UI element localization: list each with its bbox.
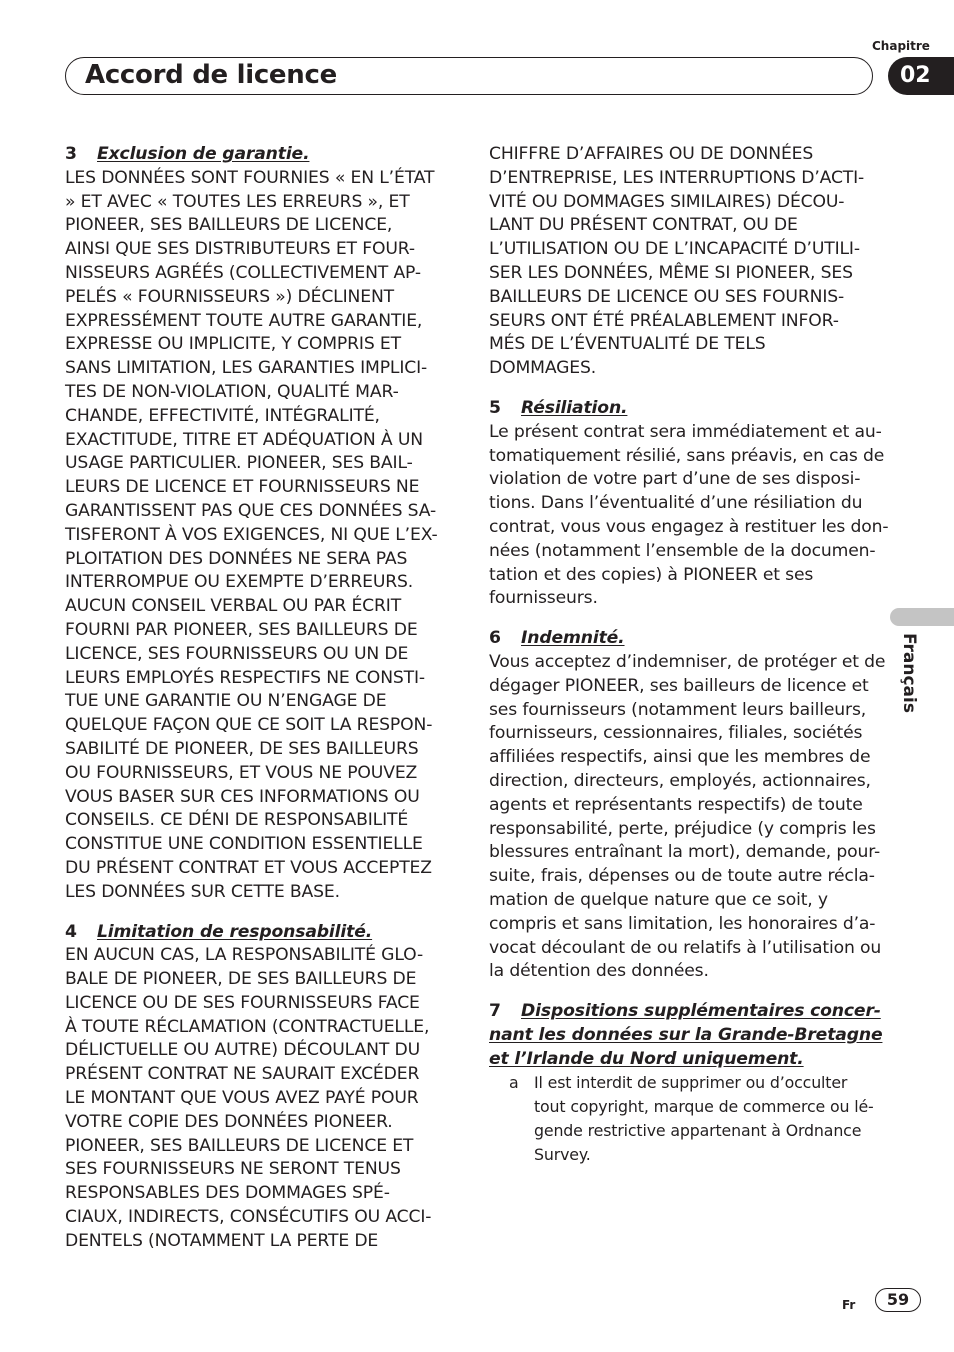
text-line: ses fournisseurs (notamment leurs bailleurs, bbox=[489, 699, 867, 720]
text-line: TES DE NON-VIOLATION, QUALITÉ MAR- bbox=[65, 381, 399, 402]
text-line: INTERROMPUE OU EXEMPTE D’ERREURS. bbox=[65, 572, 414, 593]
text-line: mation de quelque nature que ce soit, y bbox=[489, 889, 828, 910]
section-6-number: 6 bbox=[489, 628, 501, 649]
section-6 bbox=[489, 627, 884, 984]
text-line: DOMMAGES. bbox=[489, 358, 597, 379]
text-line: CONSTITUE UNE CONDITION ESSENTIELLE bbox=[65, 834, 423, 855]
text-line: LEURS DE LICENCE ET FOURNISSEURS NE bbox=[65, 477, 420, 498]
text-line: VITÉ OU DOMMAGES SIMILAIRES) DÉCOU- bbox=[489, 191, 845, 212]
text-line: EXPRESSÉMENT TOUTE AUTRE GARANTIE, bbox=[65, 310, 423, 331]
section-3-body bbox=[65, 167, 460, 905]
section-5-heading-line bbox=[489, 397, 884, 421]
text-line: PELÉS « FOURNISSEURS ») DÉCLINENT bbox=[65, 286, 394, 307]
text-line: DU PRÉSENT CONTRAT ET VOUS ACCEPTEZ bbox=[65, 857, 432, 878]
footer-language-code: Fr bbox=[842, 1298, 856, 1312]
section-7-heading-1: Dispositions supplémentaires concer- bbox=[521, 1001, 881, 1022]
section-4 bbox=[65, 921, 460, 1254]
text-line: AINSI QUE SES DISTRIBUTEURS ET FOUR- bbox=[65, 239, 415, 260]
text-line: dégager PIONEER, ses bailleurs de licence et bbox=[489, 675, 869, 696]
text-line: VOUS BASER SUR CES INFORMATIONS OU bbox=[65, 786, 420, 807]
chapter-number-badge: 02 bbox=[888, 57, 954, 95]
text-line: tout copyright, marque de commerce ou lé- bbox=[534, 1097, 874, 1117]
section-7-subitem-text bbox=[489, 1071, 884, 1166]
section-7-heading-line-3 bbox=[489, 1048, 884, 1072]
section-7-heading-2: nant les données sur la Grande-Bretagne bbox=[489, 1024, 883, 1045]
text-line: PIONEER, SES BAILLEURS DE LICENCE, bbox=[65, 215, 393, 236]
text-line: violation de votre part d’une de ses disposi- bbox=[489, 469, 861, 490]
section-4-heading-line bbox=[65, 921, 460, 945]
text-line: Le présent contrat sera immédiatement et au- bbox=[489, 421, 882, 442]
text-line: EXPRESSE OU IMPLICITE, Y COMPRIS ET bbox=[65, 334, 401, 355]
text-line: MÉS DE L’ÉVENTUALITÉ DE TELS bbox=[489, 334, 766, 355]
section-5-number: 5 bbox=[489, 397, 501, 418]
text-line: TUE UNE GARANTIE OU N’ENGAGE DE bbox=[65, 691, 387, 712]
section-7-heading-3: et l’Irlande du Nord uniquement. bbox=[489, 1048, 804, 1069]
text-line: DÉLICTUELLE OU AUTRE) DÉCOULANT DU bbox=[65, 1040, 420, 1061]
section-7-number: 7 bbox=[489, 1001, 501, 1022]
section-3-number: 3 bbox=[65, 144, 77, 164]
text-line: LICENCE, SES FOURNISSEURS OU UN DE bbox=[65, 643, 409, 664]
text-line: Il est interdit de supprimer ou d’occulter bbox=[534, 1073, 848, 1093]
text-line: LES DONNÉES SONT FOURNIES « EN L’ÉTAT bbox=[65, 167, 435, 188]
section-6-heading-line bbox=[489, 627, 884, 651]
text-line: direction, directeurs, employés, actionnaires, bbox=[489, 770, 871, 791]
text-line: TISFERONT À VOS EXIGENCES, NI QUE L’EX- bbox=[65, 524, 438, 545]
text-line: fournisseurs. bbox=[489, 588, 598, 609]
section-6-body bbox=[489, 651, 884, 984]
text-line: D’ENTREPRISE, LES INTERRUPTIONS D’ACTI- bbox=[489, 167, 865, 188]
chapter-label: Chapitre bbox=[872, 39, 930, 53]
text-line: PLOITATION DES DONNÉES NE SERA PAS bbox=[65, 548, 408, 569]
text-line: GARANTISSENT PAS QUE CES DONNÉES SA- bbox=[65, 500, 437, 521]
text-line: EN AUCUN CAS, LA RESPONSABILITÉ GLO- bbox=[65, 945, 424, 966]
text-line: Vous acceptez d’indemniser, de protéger et de bbox=[489, 651, 886, 672]
text-line: tation et des copies) à PIONEER et ses bbox=[489, 564, 814, 585]
section-7 bbox=[489, 1000, 884, 1167]
section-7-subitem-a bbox=[489, 1071, 884, 1166]
text-line: AUCUN CONSEIL VERBAL OU PAR ÉCRIT bbox=[65, 596, 402, 617]
language-tab-marker bbox=[890, 608, 954, 626]
text-line: vocat découlant de ou relatifs à l’utilisation ou bbox=[489, 937, 882, 958]
text-line: responsabilité, perte, préjudice (y compris les bbox=[489, 818, 876, 839]
language-label: Français bbox=[899, 633, 919, 713]
text-line: CIAUX, INDIRECTS, CONSÉCUTIFS OU ACCI- bbox=[65, 1207, 432, 1228]
text-line: tions. Dans l’éventualité d’une résiliation du bbox=[489, 493, 863, 514]
text-line: blessures entraînant la mort), demande, pour- bbox=[489, 842, 881, 863]
text-line: SER LES DONNÉES, MÊME SI PIONEER, SES bbox=[489, 262, 853, 283]
section-4-body-right bbox=[489, 143, 884, 381]
subitem-letter: a bbox=[509, 1073, 519, 1093]
text-line: SES FOURNISSEURS NE SERONT TENUS bbox=[65, 1159, 401, 1180]
section-3 bbox=[65, 143, 460, 905]
text-line: SABILITÉ DE PIONEER, DE SES BAILLEURS bbox=[65, 738, 419, 759]
text-line: tomatiquement résilié, sans préavis, en cas de bbox=[489, 445, 885, 466]
text-line: CONSEILS. CE DÉNI DE RESPONSABILITÉ bbox=[65, 810, 409, 831]
text-line: contrat, vous vous engagez à restituer les don- bbox=[489, 516, 889, 537]
text-line: la détention des données. bbox=[489, 961, 709, 982]
section-4-heading: Limitation de responsabilité. bbox=[97, 921, 373, 942]
text-line: OU FOURNISSEURS, ET VOUS NE POUVEZ bbox=[65, 762, 418, 783]
text-line: affiliées respectifs, ainsi que les membres de bbox=[489, 747, 871, 768]
text-line: gende restrictive appartenant à Ordnance bbox=[534, 1121, 862, 1141]
section-3-heading-line bbox=[65, 143, 460, 167]
text-line: » ET AVEC « TOUTES LES ERREURS », ET bbox=[65, 191, 410, 212]
text-line: FOURNI PAR PIONEER, SES BAILLEURS DE bbox=[65, 619, 418, 640]
text-line: CHANDE, EFFECTIVITÉ, INTÉGRALITÉ, bbox=[65, 405, 380, 426]
text-line: NISSEURS AGRÉÉS (COLLECTIVEMENT AP- bbox=[65, 262, 421, 283]
text-line: VOTRE COPIE DES DONNÉES PIONEER. bbox=[65, 1111, 393, 1132]
text-line: LICENCE OU DE SES FOURNISSEURS FACE bbox=[65, 992, 420, 1013]
right-column bbox=[489, 143, 889, 1167]
text-line: EXACTITUDE, TITRE ET ADÉQUATION À UN bbox=[65, 429, 423, 450]
text-line: LEURS EMPLOYÉS RESPECTIFS NE CONSTI- bbox=[65, 667, 425, 688]
section-5-heading: Résiliation. bbox=[521, 397, 628, 418]
section-7-heading-line-1 bbox=[489, 1000, 884, 1024]
text-line: USAGE PARTICULIER. PIONEER, SES BAIL- bbox=[65, 453, 413, 474]
text-line: fournisseurs, cessionnaires, filiales, sociétés bbox=[489, 723, 863, 744]
text-line: SEURS ONT ÉTÉ PRÉALABLEMENT INFOR- bbox=[489, 310, 839, 331]
text-line: BALE DE PIONEER, DE SES BAILLEURS DE bbox=[65, 969, 417, 990]
text-line: RESPONSABLES DES DOMMAGES SPÉ- bbox=[65, 1183, 390, 1204]
text-line: QUELQUE FAÇON QUE CE SOIT LA RESPON- bbox=[65, 715, 433, 736]
text-line: L’UTILISATION OU DE L’INCAPACITÉ D’UTILI- bbox=[489, 239, 860, 260]
text-line: LE MONTANT QUE VOUS AVEZ PAYÉ POUR bbox=[65, 1088, 419, 1109]
section-5-body bbox=[489, 421, 889, 611]
text-line: À TOUTE RÉCLAMATION (CONTRACTUELLE, bbox=[65, 1016, 430, 1037]
left-column bbox=[65, 143, 460, 1254]
text-line: BAILLEURS DE LICENCE OU SES FOURNIS- bbox=[489, 286, 845, 307]
page-number-badge: 59 bbox=[875, 1288, 921, 1312]
text-line: PRÉSENT CONTRAT NE SAURAIT EXCÉDER bbox=[65, 1064, 420, 1085]
section-7-heading-line-2 bbox=[489, 1024, 884, 1048]
section-4-body-left bbox=[65, 944, 460, 1253]
text-line: agents et représentants respectifs) de toute bbox=[489, 794, 863, 815]
section-3-heading: Exclusion de garantie. bbox=[97, 144, 310, 164]
text-line: PIONEER, SES BAILLEURS DE LICENCE ET bbox=[65, 1135, 414, 1156]
text-line: LANT DU PRÉSENT CONTRAT, OU DE bbox=[489, 215, 798, 236]
section-5 bbox=[489, 397, 889, 611]
page-title: Accord de licence bbox=[85, 60, 337, 90]
text-line: Survey. bbox=[534, 1144, 591, 1164]
text-line: suite, frais, dépenses ou de toute autre récla- bbox=[489, 866, 875, 887]
text-line: CHIFFRE D’AFFAIRES OU DE DONNÉES bbox=[489, 144, 814, 164]
section-4-number: 4 bbox=[65, 921, 77, 942]
text-line: nées (notamment l’ensemble de la documen- bbox=[489, 540, 876, 561]
text-line: DENTELS (NOTAMMENT LA PERTE DE bbox=[65, 1230, 379, 1251]
text-line: compris et sans limitation, les honoraires d’a- bbox=[489, 913, 876, 934]
text-line: LES DONNÉES SUR CETTE BASE. bbox=[65, 881, 340, 902]
text-line: SANS LIMITATION, LES GARANTIES IMPLICI- bbox=[65, 358, 428, 379]
section-6-heading: Indemnité. bbox=[521, 628, 625, 649]
